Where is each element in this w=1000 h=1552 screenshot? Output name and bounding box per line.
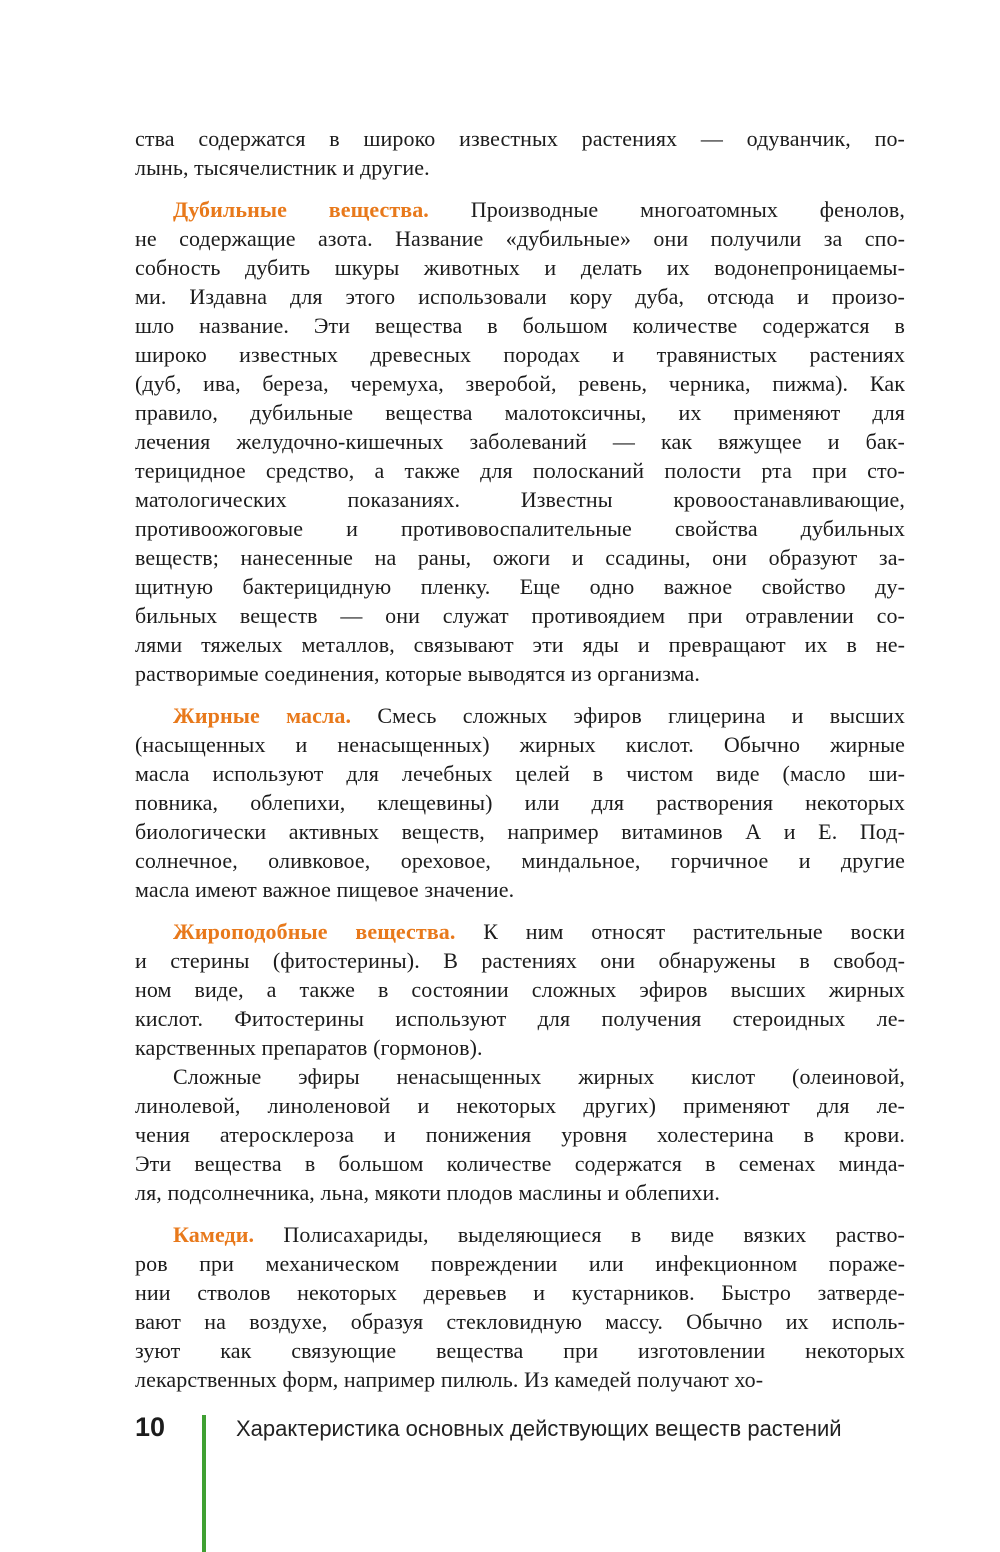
text-line: и стерины (фитостерины). В растениях они обнаружены в свобод-: [135, 948, 905, 973]
text-line: (насыщенных и ненасыщенных) жирных кислот. Обычно жирные: [135, 732, 905, 757]
text-line: ми. Издавна для этого использовали кору дуба, отсюда и произо-: [135, 284, 905, 309]
text-line: чения атеросклероза и понижения уровня холестерина в крови.: [135, 1122, 905, 1147]
footer-rule: [202, 1415, 206, 1552]
text-line: матологических показаниях. Известны кровоостанавливающие,: [135, 487, 905, 512]
text-line: карственных препаратов (гормонов).: [135, 1035, 483, 1060]
text-line: зуют как связующие вещества при изготовлении некоторых: [135, 1338, 905, 1363]
text-line: (дуб, ива, береза, черемуха, зверобой, ревень, черника, пижма). Как: [135, 371, 905, 396]
paragraph: [135, 1062, 905, 1207]
paragraph: [135, 1220, 905, 1394]
text-line: ров при механическом повреждении или инфекционном пораже-: [135, 1251, 905, 1276]
text-line: Дубильные вещества. Производные многоатомных фенолов,: [173, 197, 905, 222]
text-line: шло название. Эти вещества в большом количестве содержатся в: [135, 313, 905, 338]
text-line: широко известных древесных породах и травянистых растениях: [135, 342, 905, 367]
text-line: масла используют для лечебных целей в чистом виде (масло ши-: [135, 761, 905, 786]
text-line: линолевой, линоленовой и некоторых других) применяют для ле-: [135, 1093, 905, 1118]
text-line: повника, облепихи, клещевины) или для растворения некоторых: [135, 790, 905, 815]
page-text: [135, 124, 905, 1394]
page-number: 10: [135, 1412, 166, 1442]
paragraph: [135, 917, 905, 1062]
text-line: Жироподобные вещества. К ним относят растительные воски: [173, 919, 905, 944]
text-line: не содержащие азота. Название «дубильные» они получили за спо-: [135, 226, 905, 251]
text-line: противоожоговые и противовоспалительные свойства дубильных: [135, 516, 905, 541]
text-line: правило, дубильные вещества малотоксичны, их применяют для: [135, 400, 905, 425]
text-line: веществ; нанесенные на раны, ожоги и ссадины, они образуют за-: [135, 545, 905, 570]
section-heading: Жироподобные вещества.: [173, 919, 456, 944]
text-line: лечения желудочно-кишечных заболеваний — как вяжущее и бак-: [135, 429, 905, 454]
text-line: биологически активных веществ, например витаминов А и Е. Под-: [135, 819, 905, 844]
text-line: лями тяжелых металлов, связывают эти яды и превращают их в не-: [135, 632, 905, 657]
text-line: масла имеют важное пищевое значение.: [135, 877, 515, 902]
section-heading: Камеди.: [173, 1222, 255, 1247]
text-line: растворимые соединения, которые выводятся из организма.: [135, 661, 701, 686]
text-line: солнечное, оливковое, ореховое, миндальное, горчичное и другие: [135, 848, 905, 873]
text-line: Камеди. Полисахариды, выделяющиеся в виде вязких раство-: [173, 1222, 905, 1247]
text-line: терицидное средство, а также для полосканий полости рта при сто-: [135, 458, 905, 483]
section-heading: Дубильные вещества.: [173, 197, 429, 222]
paragraph: [135, 195, 905, 688]
text-line: Эти вещества в большом количестве содержатся в семенах минда-: [135, 1151, 905, 1176]
text-line: лынь, тысячелистник и другие.: [135, 155, 430, 180]
text-line: ля, подсолнечника, льна, мякоти плодов маслины и облепихи.: [135, 1180, 720, 1205]
text-line: бильных веществ — они служат противоядием при отравлении со-: [135, 603, 905, 628]
text-line: кислот. Фитостерины используют для получения стероидных ле-: [135, 1006, 905, 1031]
section-heading: Жирные масла.: [173, 703, 352, 728]
text-line: щитную бактерицидную пленку. Еще одно важное свойство ду-: [135, 574, 905, 599]
text-line: нии стволов некоторых деревьев и кустарников. Быстро затверде-: [135, 1280, 905, 1305]
text-line: ства содержатся в широко известных растениях — одуванчик, по-: [135, 126, 905, 151]
footer-chapter-title: Характеристика основных действующих веществ растений: [236, 1416, 842, 1441]
text-line: собность дубить шкуры животных и делать их водонепроницаемы-: [135, 255, 905, 280]
text-line: ном виде, а также в состоянии сложных эфиров высших жирных: [135, 977, 905, 1002]
paragraph: [135, 701, 905, 904]
text-line: Жирные масла. Смесь сложных эфиров глицерина и высших: [173, 703, 905, 728]
text-line: лекарственных форм, например пилюль. Из камедей получают хо-: [135, 1367, 764, 1392]
page-footer: [0, 1406, 1000, 1552]
text-line: вают на воздухе, образуя стекловидную массу. Обычно их исполь-: [135, 1309, 905, 1334]
paragraph: [135, 124, 905, 182]
text-line: Сложные эфиры ненасыщенных жирных кислот (олеиновой,: [173, 1064, 905, 1089]
